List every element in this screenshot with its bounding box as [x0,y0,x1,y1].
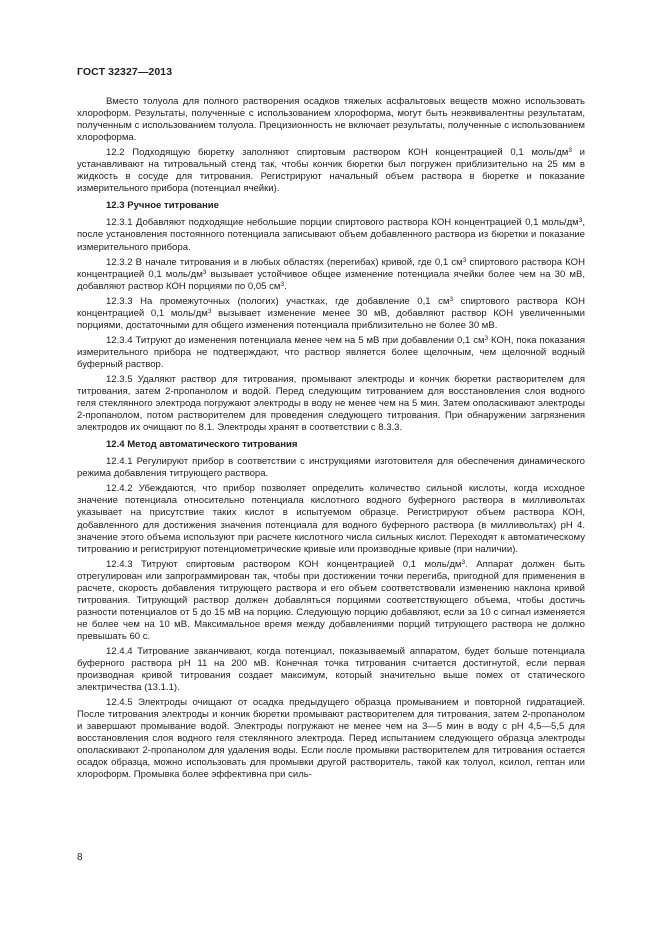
page-number: 8 [77,852,83,863]
paragraph-12-4-1: 12.4.1 Регулируют прибор в соответствии с инструкциями изготовителя для обеспечения динамического режима добавления титрующего раствора. [77,456,585,480]
paragraph-12-3-4: 12.3.4 Титруют до изменения потенциала менее чем на 5 мВ при добавлении 0,1 $см^3$ КОН, пока показания измерительного прибора не подтверждают, что раствор является более щелочным, чем щелочной водный буферный раствор. [77,334,585,370]
paragraph-12-4-3: 12.4.3 Титруют спиртовым раствором КОН концентрацией 0,1 моль/$дм^3$. Аппарат должен быть отрегулирован или запрограммирован так, чтобы при достижении точки перегиба, пригодной для применения в расчете, скорость добавления титрующего раствора и его объем соответствовали изменению наклона кривой титрования. Титрующий раствор должен добавляться порциями соответствующего объема, чтобы достичь разности потенциалов от 5 до 15 мВ на порцию. Следующую порцию добавляют, если за 10 с сигнал изменяется не более чем на 10 мВ. Максимальное время между добавлениями порций титрующего раствора не должно превышать 60 с. [77,558,585,642]
section-heading-12-3: 12.3 Ручное титрование [106,200,219,212]
paragraph-12-4-5: 12.4.5 Электроды очищают от осадка предыдущего образца промыванием и повторной гидратацией. После титрования электроды и кончик бюретки промывают растворителем для титрования, затем 2-пропанолом и завершают промывание водой. Электроды погружают не менее чем на 3—5 мин в воду с pH 4,5—5,5 для восстановления слоя водного геля стеклянного электрода. Перед испытанием следующего образца электроды ополаскивают 2-пропанолом для удаления воды. Если после промывки растворителем для титрования остается осадок образца, можно использовать для промывки другой растворитель, такой как толуол, ксилол, гептан или хлороформ. Промывка более эффективна при силь- [77,697,585,781]
paragraph-12-3-1: 12.3.1 Добавляют подходящие небольшие порции спиртового раствора КОН концентрацией 0,1 моль/$дм^3$, после установления постоянного потенциала записывают объем добавленного раствора из бюретки и показание измерительного прибора. [77,217,585,253]
paragraph-12-3-5: 12.3.5 Удаляют раствор для титрования, промывают электроды и кончик бюретки растворителем для титрования, затем 2-пропанолом и водой. Перед следующим титрованием для восстановления слоя водного геля стеклянного электрода погружают электроды в воду не менее чем на 5 мин. Затем ополаскивают электроды 2-пропанолом, потом растворителем для проведения следующего титрования. При обнаружении загрязнения электродов их очищают по 8.1. Электроды хранят в соответствии с 8.3.3. [77,373,585,434]
paragraph-12-3-3: 12.3.3 На промежуточных (пологих) участках, где добавление 0,1 $см^3$ спиртового раствора КОН концентрацией 0,1 моль/$дм^3$ вызывает изменение менее 30 мВ, добавляют раствор КОН увеличенными порциями, достаточными для общего изменения потенциала приблизительно не более 30 мВ. [77,295,585,331]
document-body [77,96,585,781]
paragraph-12-3-2: 12.3.2 В начале титрования и в любых областях (перегибах) кривой, где 0,1 $см^3$ спиртового раствора КОН концентрацией 0,1 моль/$дм^3$ вызывает устойчивое общее изменение потенциала ячейки более чем на 30 мВ, добавляют раствор КОН порциями по 0,05 $см^3$. [77,256,585,292]
paragraph-12-4-4: 12.4.4 Титрование заканчивают, когда потенциал, показываемый аппаратом, будет больше потенциала буферного раствора pH 11 на 200 мВ. Конечная точка титрования считается достигнутой, если первая производная кривой титрования создает максимум, который значительно выше помех от статического электричества (13.1.1). [77,645,585,694]
paragraph-12-2: 12.2 Подходящую бюретку заполняют спиртовым раствором КОН концентрацией 0,1 моль/$дм^3$ и устанавливают на титровальный стенд так, чтобы кончик бюретки был погружен приблизительно на 25 мм в жидкость в сосуде для титрования. Регистрируют начальный объем раствора в бюретке и показание измерительного прибора (потенциал ячейки). [77,147,585,195]
paragraph-12-4-2: 12.4.2 Убеждаются, что прибор позволяет определить количество сильной кислоты, когда исходное значение потенциала относительно потенциала кислотного водного буферного раствора в милливольтах указывает на присутствие таких кислот в испытуемом образце. Регистрируют объем раствора КОН, добавленного для достижения значения потенциала для водного буферного раствора (в милливольтах) pH 4. значение этого объема используют при расчете кислотного числа сильных кислот. Переходят к автоматическому титрованию и регистрируют потенциометрические кривые или производные кривые (при наличии). [77,483,585,555]
paragraph: Вместо толуола для полного растворения осадков тяжелых асфальтовых веществ можно использовать хлороформ. Результаты, полученные с использованием хлороформа, могут быть неэквивалентны результатам, полученным с использованием толуола. Прецизионность не включает результаты, полученные с использованием хлороформа. [77,96,585,144]
section-heading-12-4: 12.4 Метод автоматического титрования [106,439,298,451]
standard-header: ГОСТ 32327—2013 [77,66,173,78]
